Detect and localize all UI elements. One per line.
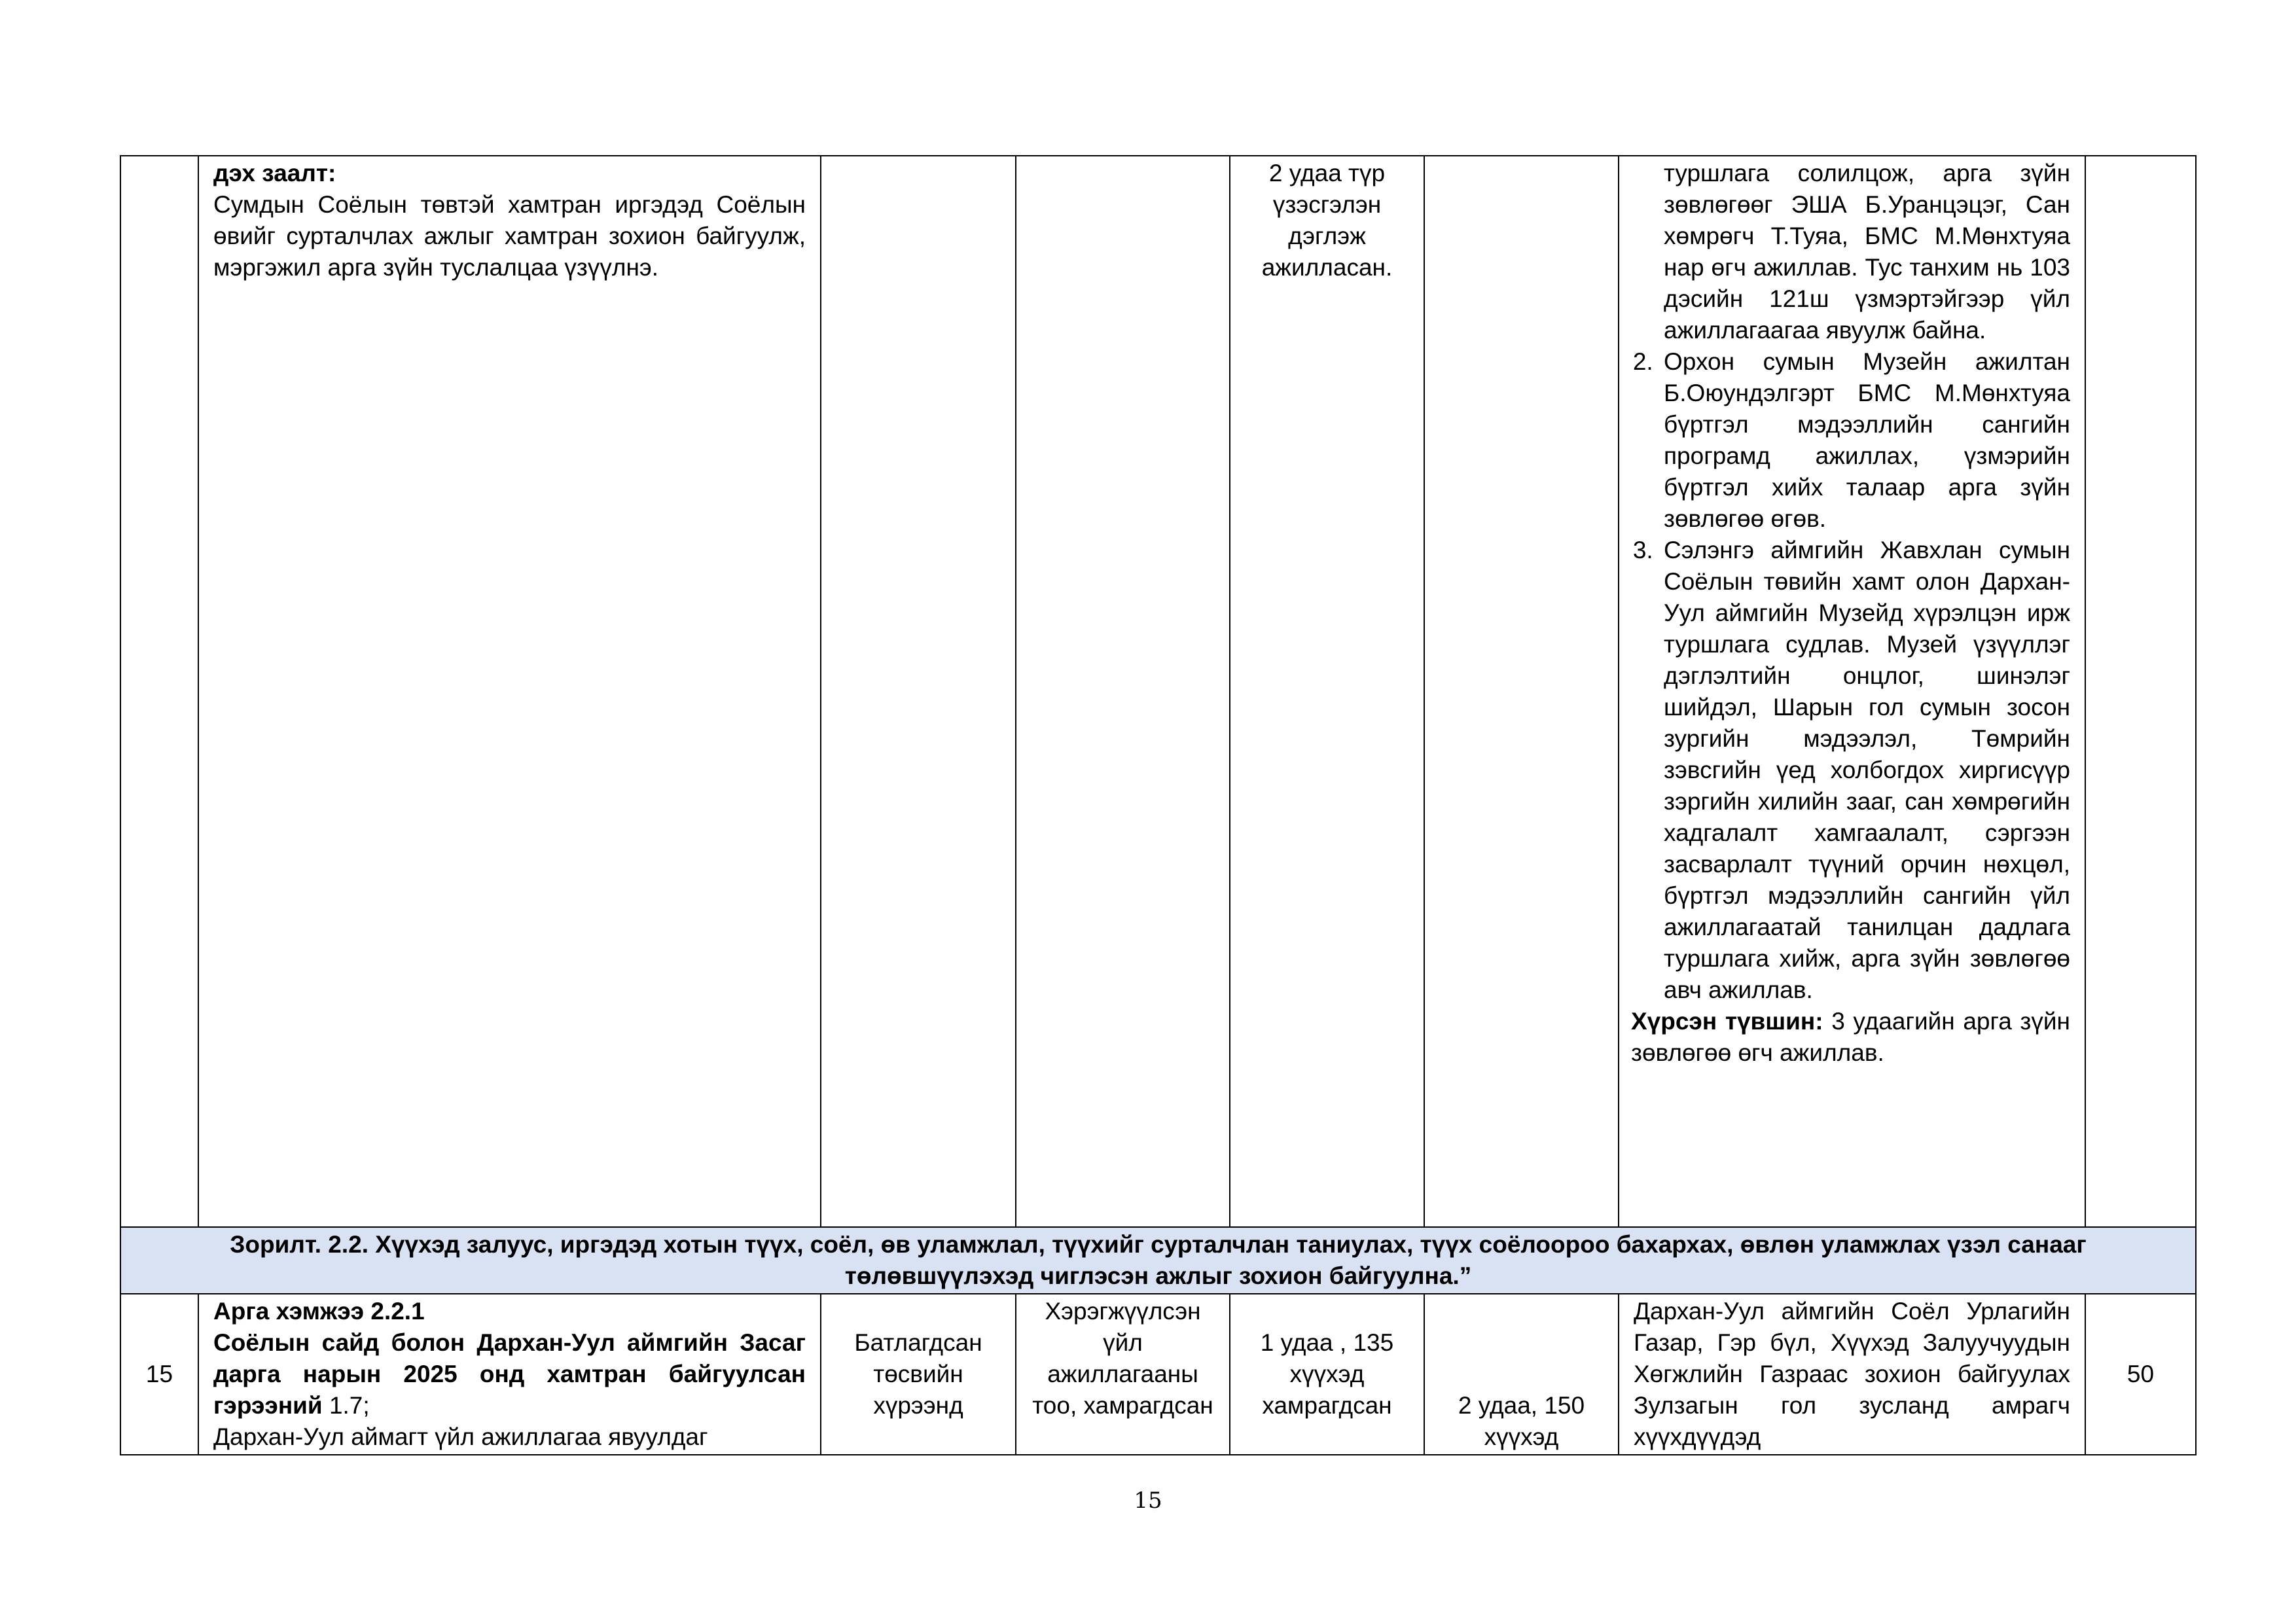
plan-report-table (120, 155, 2197, 1455)
report-intro: туршлага солилцож, арга зүйн зөвлөгөөг ЭША Б.Уранцэцэг, Сан хөмрөгч Т.Туяа, БМС М.Мөнхтуяа нар өгч ажиллав. Тус танхим нь 103 дэсийн 121ш үзмэртэйгээр үйл ажиллагаагаа явуулж байна. (1664, 160, 2070, 344)
cell-score: 50 (2085, 1294, 2196, 1455)
goal-band-row (120, 1227, 2196, 1294)
cell-budget: Батлагдсан төсвийн хүрээнд (821, 1294, 1016, 1455)
report-item: 2. Орхон сумын Музейн ажилтан Б.Оюундэлгэрт БМС М.Мөнхтуяа бүртгэл мэдээллийн сангийн програмд ажиллах, үзмэрийн бүртгэл хийх талаар арга зүйн зөвлөгөө өгөв. (1660, 346, 2070, 535)
cell-number: 15 (120, 1294, 198, 1455)
achieved-level (1626, 1006, 2070, 1069)
cell-score (2085, 156, 2196, 1227)
measure-body (213, 1327, 806, 1421)
cell-baseline: 1 удаа , 135 хүүхэд хамрагдсан (1230, 1294, 1424, 1455)
table-row-continuation (120, 156, 2196, 1227)
activity-text: Сумдын Соёлын төвтэй хамтран иргэдэд Соёлын өвийг сурталчлах ажлыг хамтран зохион байгуулж, мэргэжил арга зүйн туслалцаа үзүүлнэ. (213, 191, 806, 281)
cell-activity (198, 156, 821, 1227)
measure-bold-text: Соёлын сайд болон Дархан-Уул аймгийн Засаг дарга нарын 2025 онд хамтран байгуулсан гэрээний (213, 1329, 806, 1419)
measure-title: Арга хэмжээ 2.2.1 (213, 1298, 425, 1325)
report-list (1626, 346, 2070, 1006)
table-row-measure (120, 1294, 2196, 1455)
cell-budget (821, 156, 1016, 1227)
measure-ref: 1.7; (322, 1392, 370, 1419)
cell-target (1424, 156, 1619, 1227)
cell-result (1230, 156, 1424, 1227)
cell-report (1619, 156, 2085, 1227)
cell-target: 2 удаа, 150 хүүхэд (1424, 1294, 1619, 1455)
cell-indicator (1016, 156, 1230, 1227)
cell-indicator: Хэрэгжүүлсэн үйл ажиллагааны тоо, хамрагдсан (1016, 1294, 1230, 1455)
measure-text: Дархан-Уул аймагт үйл ажиллагаа явуулдаг (213, 1423, 708, 1450)
report-item: 3. Сэлэнгэ аймгийн Жавхлан сумын Соёлын төвийн хамт олон Дархан-Уул аймгийн Музейд хүрэлцэн ирж туршлага судлав. Музей үзүүллэг дэглэлтийн онцлог, шинэлэг шийдэл, Шарын гол сумын зосон зургийн мэдээлэл, Төмрийн зэвсгийн үед холбогдох хиргисүүр зэргийн хилийн зааг, сан хөмрөгийн хадгалалт хамгаалалт, сэргээн засварлалт түүний орчин нөхцөл, бүртгэл мэдээллийн сангийн үйл ажиллагаатай танилцан дадлага туршлага хийж, арга зүйн зөвлөгөө авч ажиллав. (1660, 535, 2070, 1006)
cell-activity (198, 1294, 821, 1455)
activity-title: дэх заалт: (213, 160, 336, 187)
achieved-label: Хүрсэн түвшин: (1631, 1008, 1823, 1035)
achieved-text: 3 удаагийн арга зүйн зөвлөгөө өгч ажиллав. (1631, 1008, 2070, 1066)
cell-report: Дархан-Уул аймгийн Соёл Урлагийн Газар, Гэр бүл, Хүүхэд Залуучуудын Хөгжлийн Газраас зохион байгуулах Зулзагын гол зусланд амрагч хүүхдүүдэд (1619, 1294, 2085, 1455)
goal-heading: Зорилт. 2.2. Хүүхэд залуус, иргэдэд хотын түүх, соёл, өв уламжлал, түүхийг сурталчлан таниулах, түүх соёлоороо бахархах, өвлөн уламжлах үзэл санааг төлөвшүүлэхэд чиглэсэн ажлыг зохион байгуулна.” (120, 1227, 2196, 1294)
page-number: 15 (1134, 1488, 1162, 1514)
cell-number (120, 156, 198, 1227)
result-text: 2 удаа түр үзэсгэлэн дэглэж ажилласан. (1261, 160, 1393, 281)
